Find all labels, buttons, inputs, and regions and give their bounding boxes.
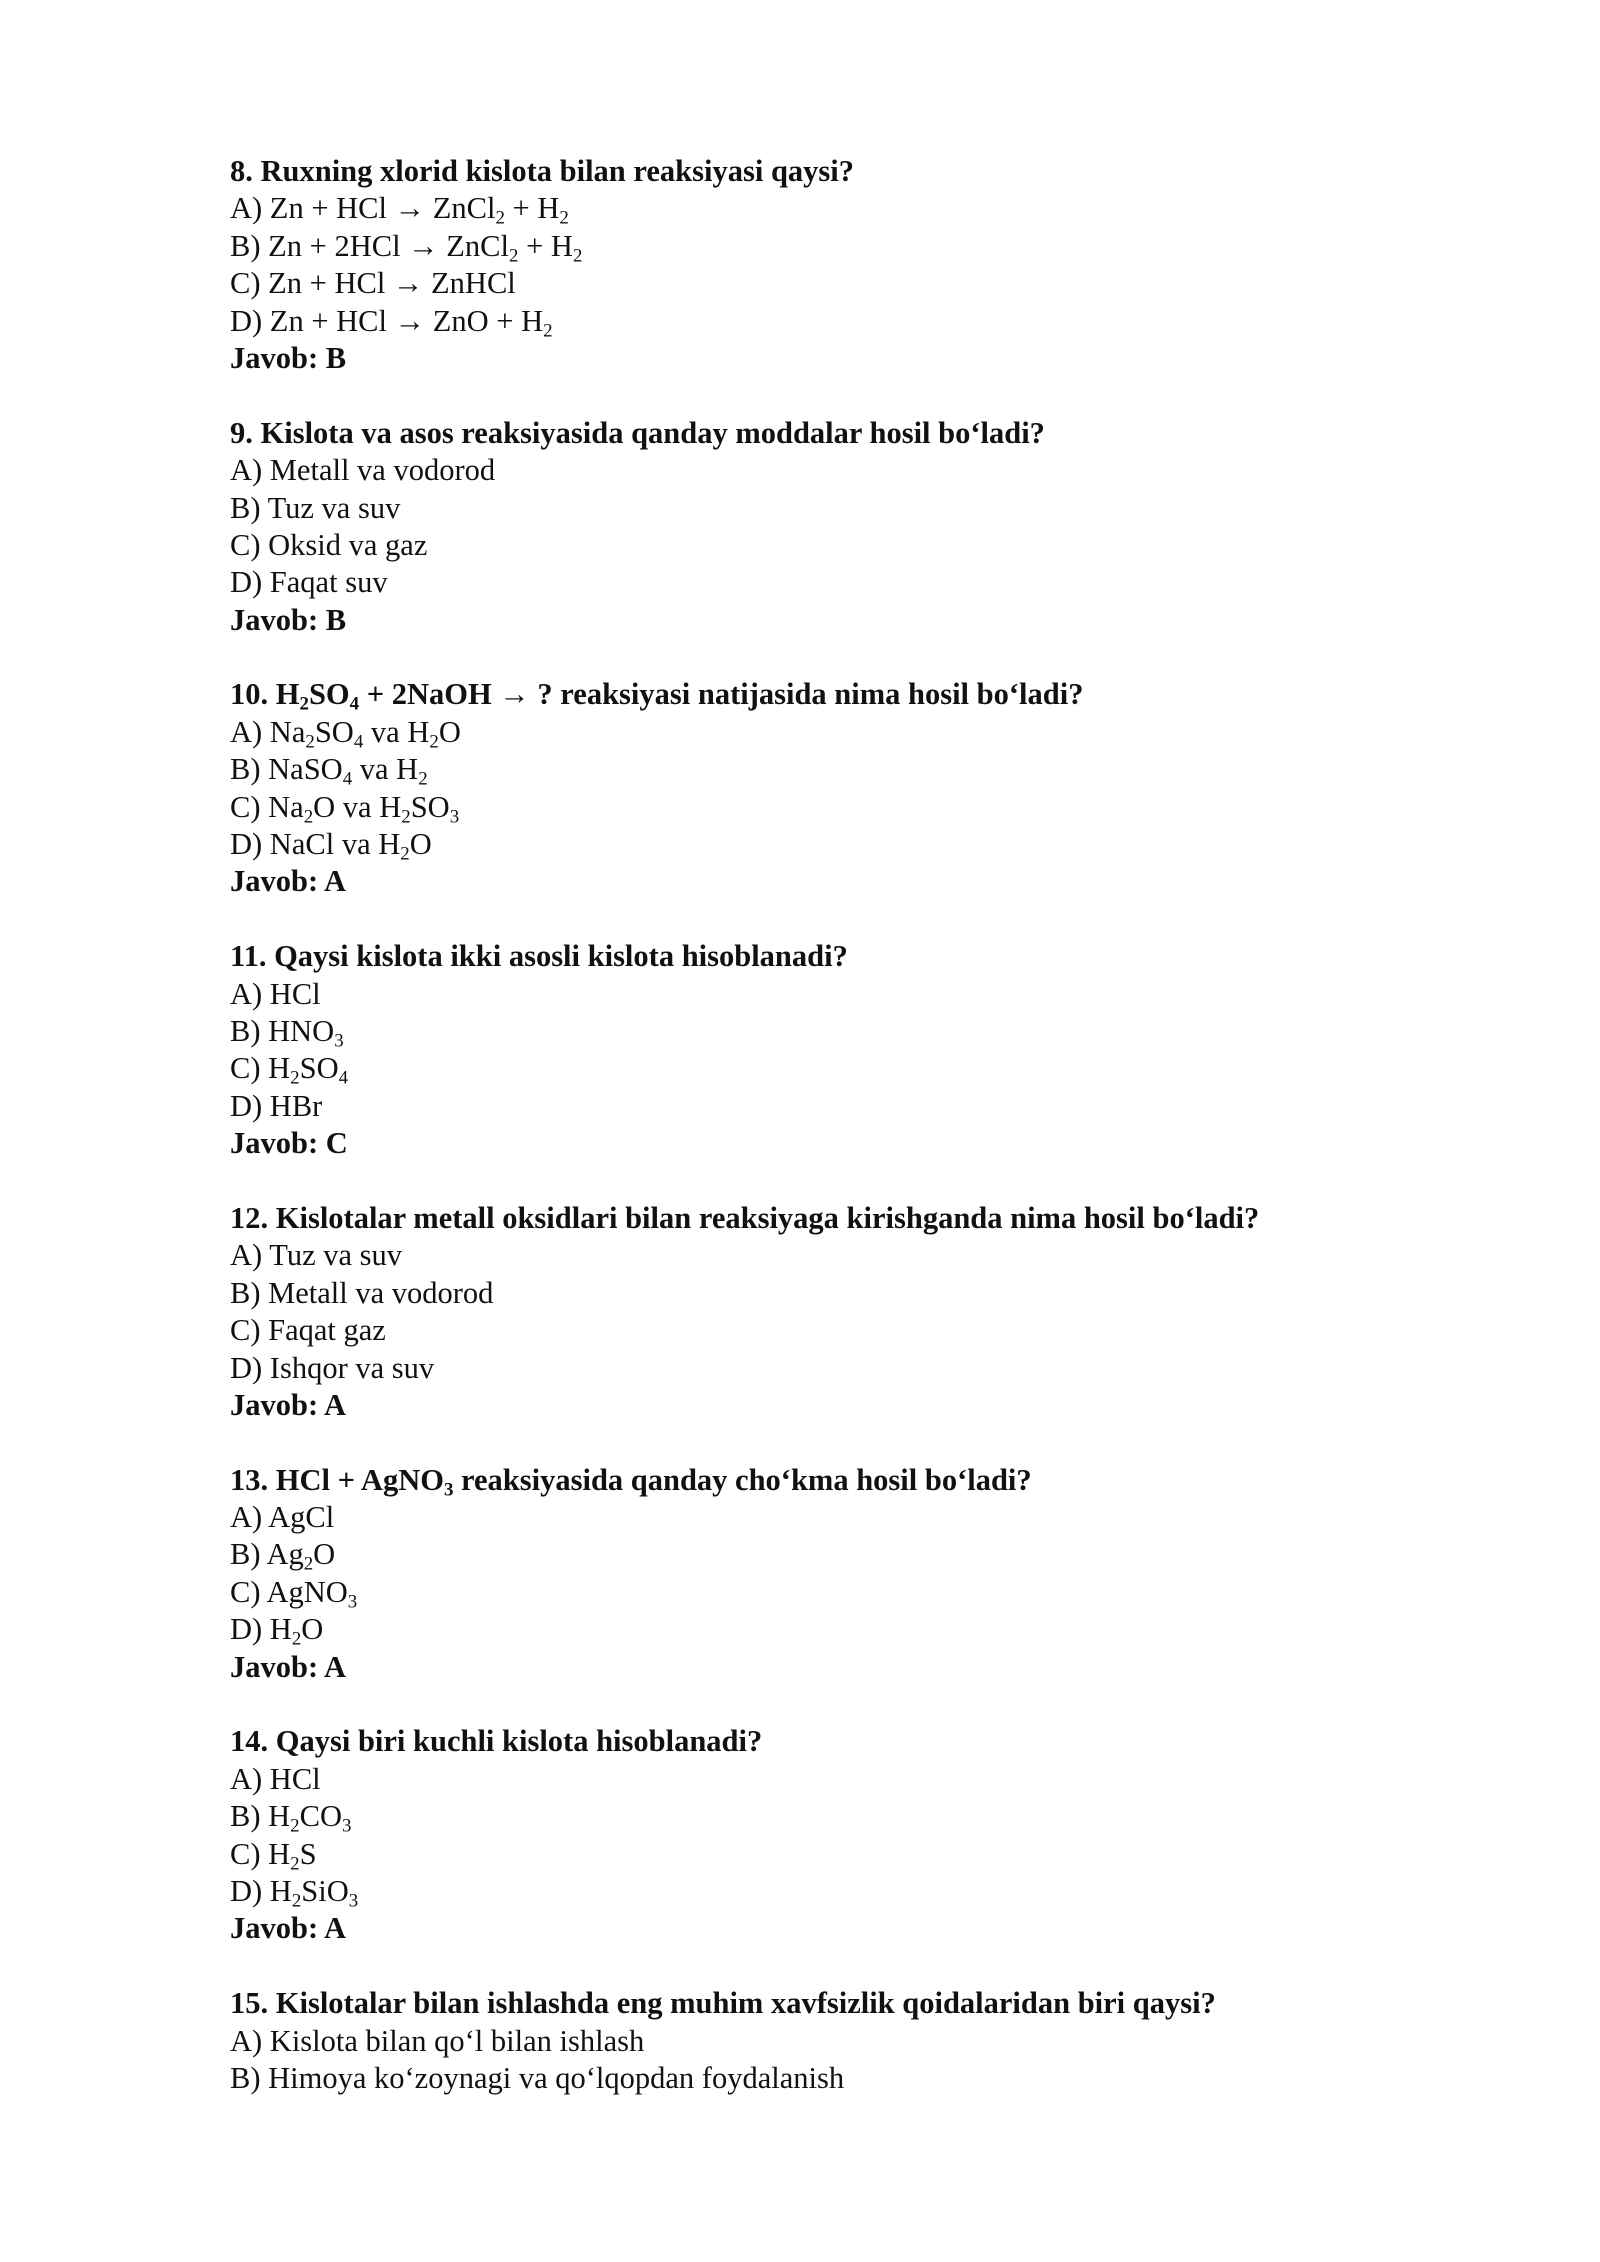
question-block [230, 153, 1490, 377]
answer-option: D) Zn + HCl → ZnO + $H_2$ [230, 303, 553, 341]
answer-option: B) NaSO$_4$ va $H_2$ [230, 752, 428, 790]
answer-option: A) AgCl [230, 1500, 335, 1535]
correct-answer: Javob: A [230, 1387, 347, 1422]
answer-option: B) $HNO_3$ [230, 1013, 344, 1052]
answer-option: B) Tuz va suv [230, 490, 401, 525]
question-block [230, 1462, 1490, 1686]
answer-option: A) Zn + HCl → ZnCl$_2$ + $H_2$ [230, 191, 569, 229]
question-block [230, 415, 1490, 639]
question-title: 15. Kislotalar bilan ishlashda eng muhim xavfsizlik qoidalaridan biri qaysi? [230, 1986, 1216, 2021]
answer-option: C) $Na_2O$ va $H_2SO_3$ [230, 789, 460, 827]
question-title: 13. HCl + AgNO$_3$ reaksiyasida qanday cho‘kma hosil bo‘ladi? [230, 1462, 1032, 1500]
answer-option: D) Faqat suv [230, 565, 388, 600]
answer-option: A) Kislota bilan qo‘l bilan ishlash [230, 2023, 645, 2058]
answer-option: A) Metall va vodorod [230, 453, 496, 488]
answer-option: A) HCl [230, 1761, 321, 1796]
answer-option: B) Zn + 2HCl → ZnCl$_2$ + $H_2$ [230, 228, 583, 267]
question-block [230, 1985, 1490, 2097]
correct-answer: Javob: B [230, 602, 347, 637]
correct-answer: Javob: A [230, 1911, 347, 1946]
question-title: 9. Kislota va asos reaksiyasida qanday moddalar hosil bo‘ladi? [230, 415, 1045, 450]
answer-option: B) Metall va vodorod [230, 1275, 494, 1310]
question-block [230, 1200, 1490, 1424]
answer-option: B) Himoya ko‘zoynagi va qo‘lqopdan foydalanish [230, 2060, 845, 2095]
question-title: 14. Qaysi biri kuchli kislota hisoblanadi? [230, 1724, 763, 1759]
answer-option: C) $H_2S$ [230, 1836, 317, 1874]
question-block [230, 1723, 1490, 1947]
answer-option: D) HBr [230, 1088, 323, 1123]
correct-answer: Javob: A [230, 1649, 347, 1684]
question-title: 11. Qaysi kislota ikki asosli kislota hisoblanadi? [230, 939, 848, 974]
answer-option: C) Faqat gaz [230, 1313, 386, 1348]
answer-option: A) HCl [230, 976, 321, 1011]
answer-option: C) $H_2SO_4$ [230, 1051, 349, 1089]
answer-option: D) $H_2SiO_3$ [230, 1873, 359, 1912]
answer-option: C) Zn + HCl → ZnHCl [230, 266, 516, 301]
question-block [230, 938, 1490, 1162]
answer-option: D) $H_2O$ [230, 1612, 324, 1650]
question-title: 8. Ruxning xlorid kislota bilan reaksiyasi qaysi? [230, 154, 854, 188]
answer-option: C) Oksid va gaz [230, 527, 428, 562]
answer-option: B) $Ag_2O$ [230, 1537, 336, 1575]
answer-option: C) AgNO$_3$ [230, 1574, 358, 1613]
correct-answer: Javob: C [230, 1126, 348, 1161]
correct-answer: Javob: A [230, 864, 347, 899]
correct-answer: Javob: B [230, 340, 347, 375]
question-block [230, 676, 1490, 900]
answer-option: A) $Na_2SO_4$ va $H_2O$ [230, 714, 461, 753]
question-title: 10. $H_2SO_4$ + 2NaOH → ? reaksiyasi natijasida nima hosil bo‘ladi? [230, 677, 1084, 715]
answer-option: B) $H_2CO_3$ [230, 1799, 352, 1837]
answer-option: D) Ishqor va suv [230, 1350, 435, 1385]
document-page [230, 153, 1490, 2135]
question-title: 12. Kislotalar metall oksidlari bilan reaksiyaga kirishganda nima hosil bo‘ladi? [230, 1200, 1260, 1235]
answer-option: A) Tuz va suv [230, 1238, 403, 1273]
answer-option: D) NaCl va $H_2O$ [230, 827, 432, 865]
